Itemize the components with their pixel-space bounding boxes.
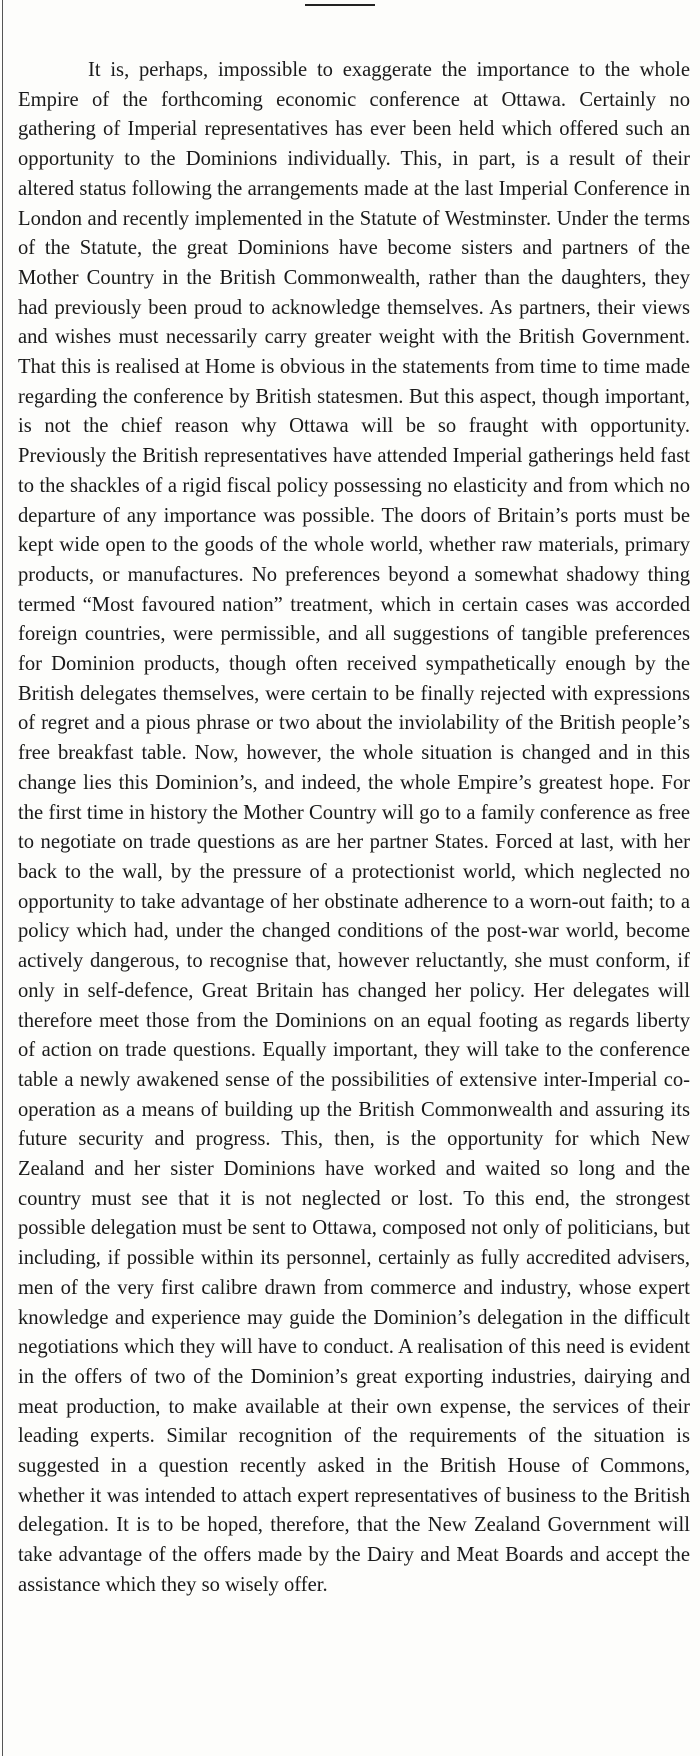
- editorial-article: [18, 56, 690, 1601]
- column-rule: [2, 0, 3, 1756]
- article-paragraph: It is, perhaps, impossible to exaggerate the importance to the whole Empire of the forthcoming economic conference at Ottawa. Certainly no gathering of Imperial representatives has ever been held which offered such an opportunity to the Dominions individually. This, in part, is a result of their altered status following the arrangements made at the last Imperial Conference in London and recently implemented in the Statute of Westminster. Under the terms of the Statute, the great Dominions have become sisters and partners of the Mother Country in the British Commonwealth, rather than the daughters, they had previously been proud to acknowledge themselves. As partners, their views and wishes must necessarily carry greater weight with the British Government. That this is realised at Home is obvious in the statements from time to time made regarding the conference by British statesmen. But this aspect, though important, is not the chief reason why Ottawa will be so fraught with opportunity. Previously the British representatives have attended Imperial gatherings held fast to the shackles of a rigid fiscal policy possessing no elasticity and from which no departure of any importance was possible. The doors of Britain’s ports must be kept wide open to the goods of the whole world, whether raw materials, primary products, or manufactures. No preferences beyond a somewhat shadowy thing termed “Most favoured nation” treatment, which in certain cases was accorded foreign countries, were permissible, and all suggestions of tangible preferences for Dominion products, though often received sympathetically enough by the British delegates themselves, were certain to be finally rejected with expressions of regret and a pious phrase or two about the inviolability of the British people’s free breakfast table. Now, however, the whole situation is changed and in this change lies this Dominion’s, and indeed, the whole Empire’s greatest hope. For the first time in history the Mother Country will go to a family conference as free to negotiate on trade questions as are her partner States. Forced at last, with her back to the wall, by the pressure of a protectionist world, which neglected no opportunity to take advantage of her obstinate adherence to a worn-out faith; to a policy which had, under the changed conditions of the post-war world, become actively dangerous, to recognise that, however reluctantly, she must conform, if only in self-defence, Great Britain has changed her policy. Her delegates will therefore meet those from the Dominions on an equal footing as regards liberty of action on trade questions. Equally important, they will take to the conference table a newly awakened sense of the possibilities of extensive inter-Imperial co-operation as a means of building up the British Commonwealth and assuring its future security and progress. This, then, is the opportunity for which New Zealand and her sister Dominions have worked and waited so long and the country must see that it is not neglected or lost. To this end, the strongest possible delegation must be sent to Ottawa, composed not only of politicians, but including, if possible within its personnel, certainly as fully accredited advisers, men of the very first calibre drawn from commerce and industry, whose expert knowledge and experience may guide the Dominion’s delegation in the difficult negotiations which they will have to conduct. A realisation of this need is evident in the offers of two of the Dominion’s great exporting industries, dairying and meat production, to make available at their own expense, the services of their leading experts. Similar recognition of the requirements of the situation is suggested in a question recently asked in the British House of Commons, whether it was intended to attach expert representatives of business to the British delegation. It is to be hoped, therefore, that the New Zealand Government will take advantage of the offers made by the Dairy and Meat Boards and accept the assistance which they so wisely offer.: [18, 59, 690, 1596]
- separator-dash: [305, 4, 375, 6]
